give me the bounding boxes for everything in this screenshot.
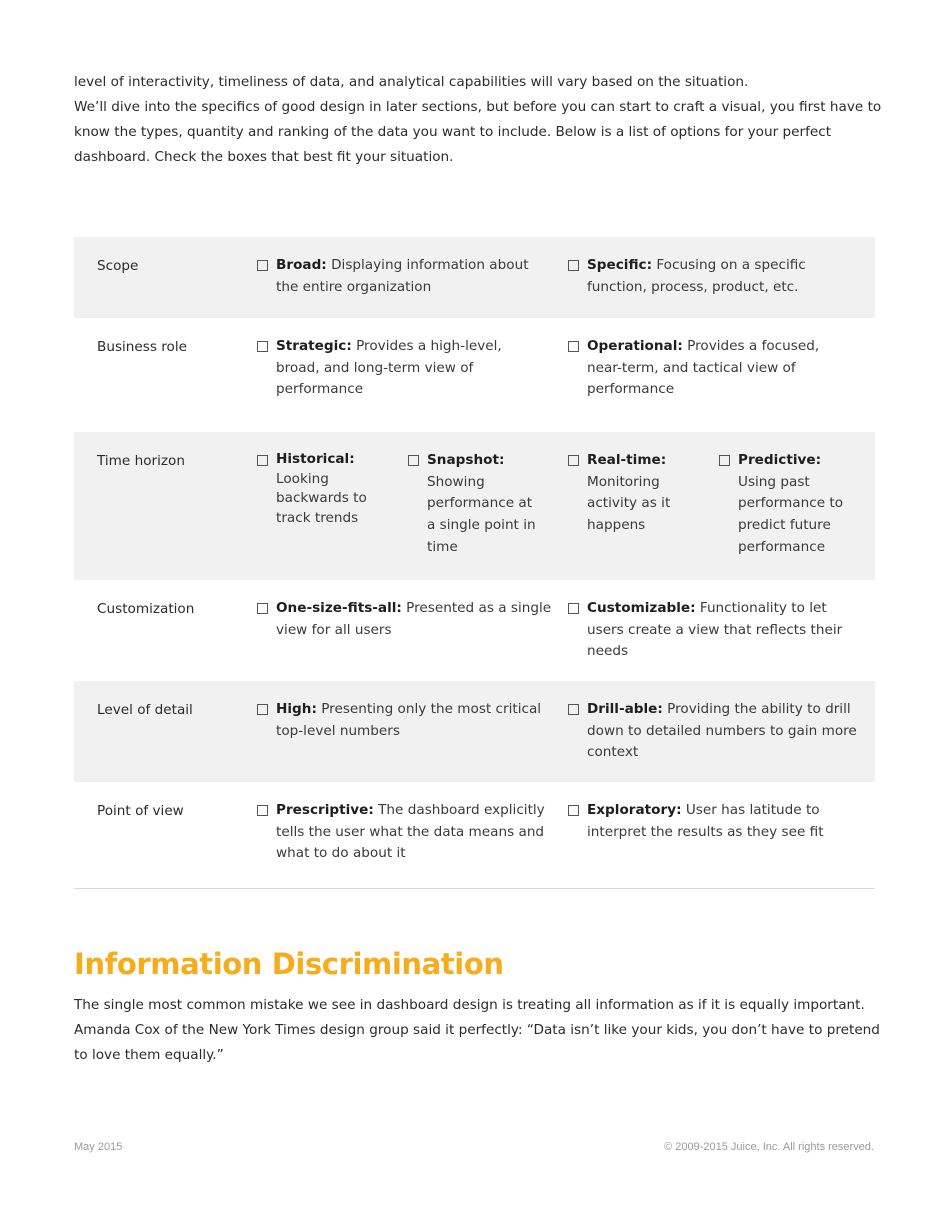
section-heading: Information Discrimination <box>74 947 504 981</box>
intro-line: level of interactivity, timeliness of data, and analytical capabilities will vary based on the situation. <box>74 74 749 90</box>
row-scope <box>74 237 875 318</box>
row-business-role <box>74 318 875 432</box>
option-snapshot[interactable]: Snapshot: Showing performance at a single point in time <box>408 450 543 559</box>
row-customization <box>74 580 875 681</box>
intro-text <box>74 70 884 170</box>
option-historical[interactable]: Historical: Looking backwards to track trends <box>257 450 387 528</box>
option-specific[interactable]: Specific: Focusing on a specific function, process, product, etc. <box>568 255 828 298</box>
option-broad[interactable]: Broad: Displaying information about the entire organization <box>257 255 547 298</box>
row-point-of-view <box>74 782 875 887</box>
options-table <box>74 237 875 887</box>
option-predictive[interactable]: Predictive: Using past performance to predict future performance <box>719 450 854 559</box>
checkbox[interactable] <box>568 260 579 271</box>
checkbox[interactable] <box>719 455 730 466</box>
checkbox[interactable] <box>257 341 268 352</box>
option-high[interactable]: High: Presenting only the most critical top-level numbers <box>257 699 552 742</box>
row-label-scope: Scope <box>97 258 139 274</box>
option-customizable[interactable]: Customizable: Functionality to let users create a view that reflects their needs <box>568 598 853 663</box>
option-strategic[interactable]: Strategic: Provides a high-level, broad, and long-term view of performance <box>257 336 547 401</box>
footer-date: May 2015 <box>74 1141 123 1153</box>
checkbox[interactable] <box>408 455 419 466</box>
row-label-time-horizon: Time horizon <box>97 453 185 469</box>
row-label-customization: Customization <box>97 601 195 617</box>
checkbox[interactable] <box>568 603 579 614</box>
option-exploratory[interactable]: Exploratory: User has latitude to interpret the results as they see fit <box>568 800 833 843</box>
checkbox[interactable] <box>568 341 579 352</box>
checkbox[interactable] <box>568 805 579 816</box>
divider <box>74 888 875 889</box>
option-drill-able[interactable]: Drill-able: Providing the ability to drill down to detailed numbers to gain more context <box>568 699 858 764</box>
checkbox[interactable] <box>257 260 268 271</box>
option-prescriptive[interactable]: Prescriptive: The dashboard explicitly tells the user what the data means and what to do about it <box>257 800 547 865</box>
checkbox[interactable] <box>568 704 579 715</box>
checkbox[interactable] <box>257 704 268 715</box>
option-real-time[interactable]: Real-time: Monitoring activity as it happens <box>568 450 686 537</box>
checkbox[interactable] <box>568 455 579 466</box>
footer-copyright: © 2009-2015 Juice, Inc. All rights reserved. <box>664 1141 874 1153</box>
row-label-point-of-view: Point of view <box>97 803 184 819</box>
row-level-of-detail <box>74 681 875 782</box>
option-operational[interactable]: Operational: Provides a focused, near-term, and tactical view of performance <box>568 336 823 401</box>
checkbox[interactable] <box>257 455 268 466</box>
row-time-horizon <box>74 432 875 580</box>
section-paragraph: The single most common mistake we see in dashboard design is treating all information as if it is equally important. Amanda Cox of the New York Times design group said it perfectly: “Data isn’t like your kids, you don’t have to pretend to love them equally.” <box>74 997 880 1063</box>
intro-paragraph: We’ll dive into the specifics of good design in later sections, but before you can start to craft a visual, you first have to know the types, quantity and ranking of the data you want to include. Below is a list of options for your perfect dashboard. Check the boxes that best fit your situation. <box>74 99 882 165</box>
row-label-level-of-detail: Level of detail <box>97 702 193 718</box>
checkbox[interactable] <box>257 603 268 614</box>
checkbox[interactable] <box>257 805 268 816</box>
option-one-size-fits-all[interactable]: One-size-fits-all: Presented as a single view for all users <box>257 598 552 641</box>
row-label-business-role: Business role <box>97 339 188 355</box>
